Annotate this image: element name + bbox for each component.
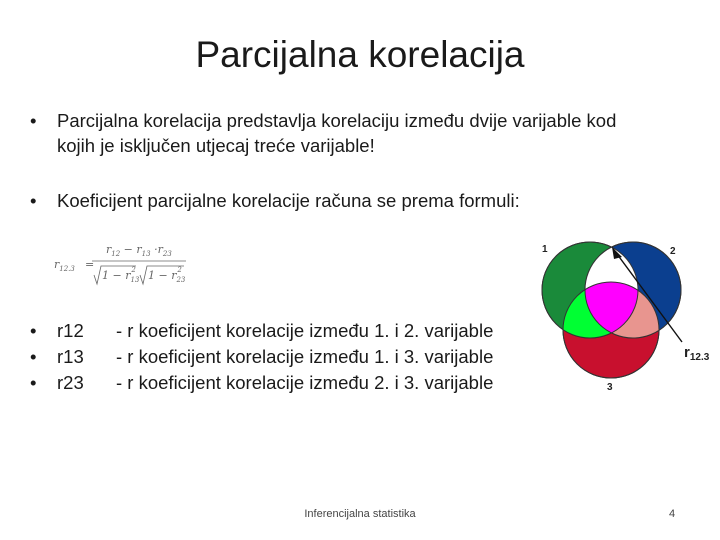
footer-page-number: 4 [669, 508, 676, 520]
footer-course-name: Inferencijalna statistika [304, 508, 416, 520]
svg-text:=: = [85, 258, 95, 271]
partial-correlation-formula [54, 238, 194, 290]
coefficient-desc: - r koeficijent korelacije između 2. i 3. varijable [116, 372, 494, 393]
bullet-text: Koeficijent parcijalne korelacije računa se prema formuli: [57, 190, 520, 211]
bullet-text-line2: kojih je isključen utjecaj treće varijable! [57, 135, 375, 156]
venn-label-3: 3 [607, 382, 613, 393]
coefficient-name: r13 [57, 346, 84, 367]
coefficient-desc: - r koeficijent korelacije između 1. i 3. varijable [116, 346, 494, 367]
bullet-dot: • [30, 320, 37, 341]
venn-label-r: $r_{12.3}$ [684, 344, 710, 363]
bullet-text-line1: Parcijalna korelacija predstavlja korelaciju između dvije varijable kod [57, 110, 617, 131]
coefficient-name: r23 [57, 372, 84, 393]
svg-text:1 − r132: $1 - r_{13}2$ [102, 266, 140, 284]
venn-diagram [530, 236, 720, 396]
coefficient-desc: - r koeficijent korelacije između 1. i 2. varijable [116, 320, 494, 341]
bullet-dot: • [30, 346, 37, 367]
bullet-dot: • [30, 190, 37, 211]
svg-text:r12.3: $r_{12.3}$ [54, 258, 75, 273]
coefficient-name: r12 [57, 320, 84, 341]
venn-label-1: 1 [542, 244, 548, 255]
slide-title: Parcijalna korelacija [195, 34, 525, 75]
bullet-dot: • [30, 372, 37, 393]
svg-text:r12 − r13 ·r23: $r_{12} - r_{13} \cdot r_{23}$ [106, 243, 172, 258]
venn-label-2: 2 [670, 246, 676, 257]
svg-text:1 − r232: $1 - r_{23}2$ [148, 266, 186, 284]
bullet-dot: • [30, 110, 37, 131]
